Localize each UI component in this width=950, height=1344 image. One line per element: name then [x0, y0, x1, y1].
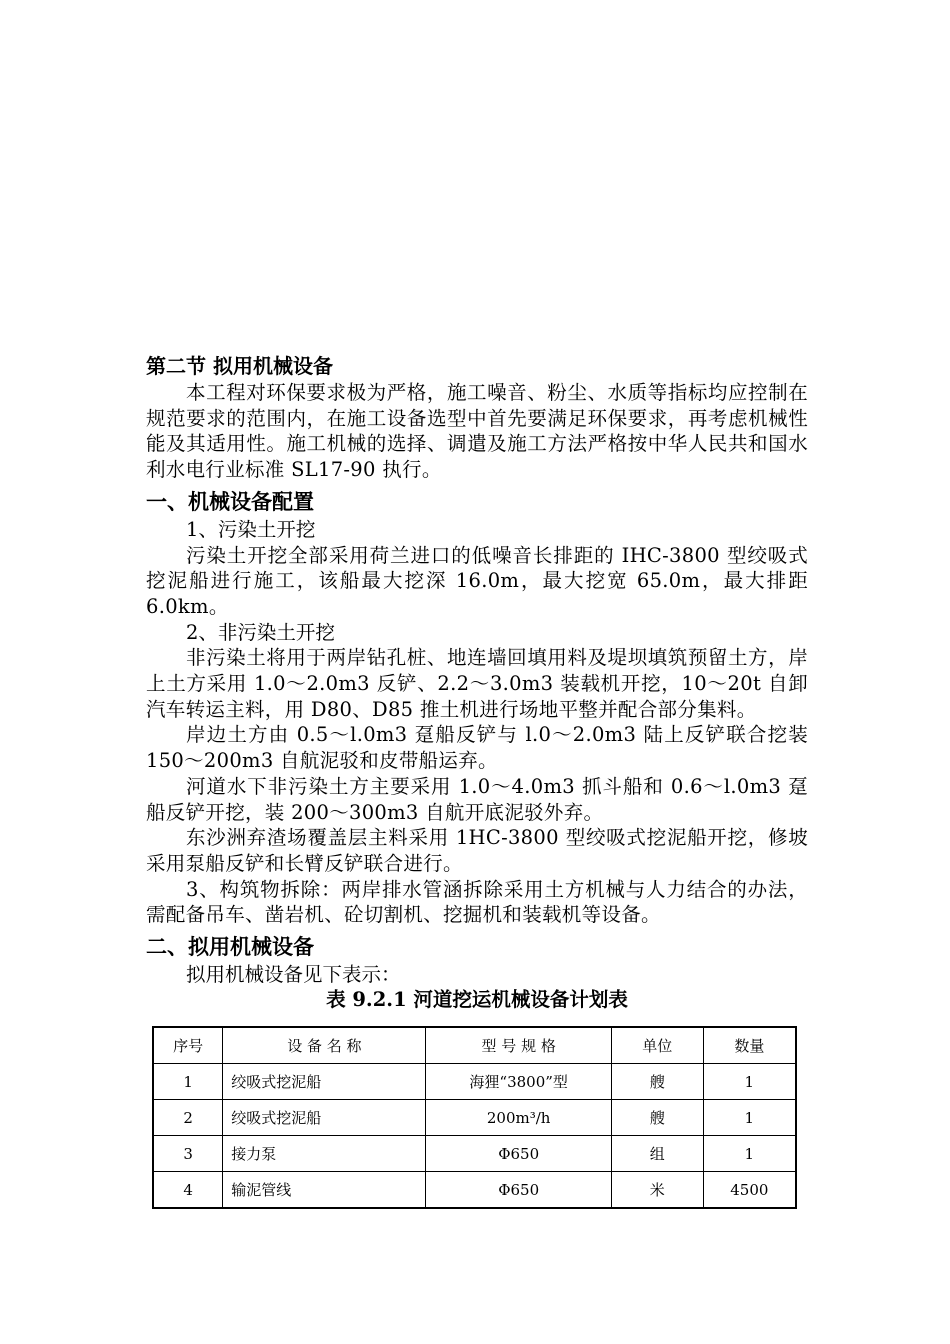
cell-model: Φ650 — [426, 1136, 612, 1172]
table-row — [153, 1100, 796, 1136]
cell-name: 接力泵 — [223, 1136, 426, 1172]
cell-unit: 艘 — [611, 1064, 703, 1100]
cell-index: 4 — [153, 1172, 223, 1209]
header-quantity: 数量 — [703, 1027, 796, 1064]
header-unit: 单位 — [611, 1027, 703, 1064]
table-row — [153, 1064, 796, 1100]
cell-name: 绞吸式挖泥船 — [223, 1100, 426, 1136]
cell-model: 200m³/h — [426, 1100, 612, 1136]
document-body — [146, 352, 808, 1012]
item1-title: 1、污染土开挖 — [186, 517, 316, 541]
cell-quantity: 1 — [703, 1100, 796, 1136]
table-header-row — [153, 1027, 796, 1064]
cell-quantity: 1 — [703, 1136, 796, 1172]
cell-index: 2 — [153, 1100, 223, 1136]
section-title: 第二节 拟用机械设备 — [146, 354, 333, 378]
cell-quantity: 4500 — [703, 1172, 796, 1209]
cell-index: 3 — [153, 1136, 223, 1172]
item2-paragraph-3: 河道水下非污染土方主要采用 1.0～4.0m3 抓斗船和 0.6～l.0m3 趸船反铲开挖，装 200～300m3 自航开底泥驳外弃。 — [146, 774, 808, 824]
item2-title: 2、非污染土开挖 — [186, 620, 335, 644]
cell-model: 海狸“3800”型 — [426, 1064, 612, 1100]
item2-paragraph-1: 非污染土将用于两岸钻孔桩、地连墙回填用料及堤坝填筑预留土方，岸上土方采用 1.0～2.0m3 反铲、2.2～3.0m3 装载机开挖，10～20t 自卸汽车转运主料，用 D80、D85 推土机进行场地平整并配合部分集料。 — [146, 646, 808, 721]
header-name: 设 备 名 称 — [223, 1027, 426, 1064]
cell-index: 1 — [153, 1064, 223, 1100]
cell-unit: 艘 — [611, 1100, 703, 1136]
table-row — [153, 1172, 796, 1209]
header-model: 型 号 规 格 — [426, 1027, 612, 1064]
part2-heading: 二、拟用机械设备 — [146, 935, 314, 960]
part1-heading: 一、机械设备配置 — [146, 489, 314, 514]
cell-model: Φ650 — [426, 1172, 612, 1209]
table-row — [153, 1136, 796, 1172]
part2-intro: 拟用机械设备见下表示： — [186, 963, 401, 987]
cell-unit: 组 — [611, 1136, 703, 1172]
item2-paragraph-4: 东沙洲弃渣场覆盖层主料采用 1HC-3800 型绞吸式挖泥船开挖，修坡采用泵船反铲和长臂反铲联合进行。 — [146, 826, 808, 875]
item3-paragraph: 3、构筑物拆除：两岸排水管涵拆除采用土方机械与人力结合的办法，需配备吊车、凿岩机、砼切割机、挖掘机和装载机等设备。 — [146, 877, 808, 927]
cell-name: 输泥管线 — [223, 1172, 426, 1209]
header-index: 序号 — [153, 1027, 223, 1064]
item1-paragraph: 污染土开挖全部采用荷兰进口的低噪音长排距的 IHC-3800 型绞吸式挖泥船进行施工，该船最大挖深 16.0m，最大挖宽 65.0m，最大排距 6.0km。 — [146, 543, 808, 618]
cell-unit: 米 — [611, 1172, 703, 1209]
item2-paragraph-2: 岸边土方由 0.5～l.0m3 趸船反铲与 l.0～2.0m3 陆上反铲联合挖装 150～200m3 自航泥驳和皮带船运弃。 — [146, 723, 808, 773]
cell-quantity: 1 — [703, 1064, 796, 1100]
cell-name: 绞吸式挖泥船 — [223, 1064, 426, 1100]
table-title: 表 9.2.1 河道挖运机械设备计划表 — [326, 987, 628, 1011]
equipment-table — [152, 1026, 797, 1209]
intro-paragraph: 本工程对环保要求极为严格，施工噪音、粉尘、水质等指标均应控制在规范要求的范围内，在施工设备选型中首先要满足环保要求，再考虑机械性能及其适用性。施工机械的选择、调遣及施工方法严格按中华人民共和国水利水电行业标准 SL17-90 执行。 — [146, 381, 808, 482]
